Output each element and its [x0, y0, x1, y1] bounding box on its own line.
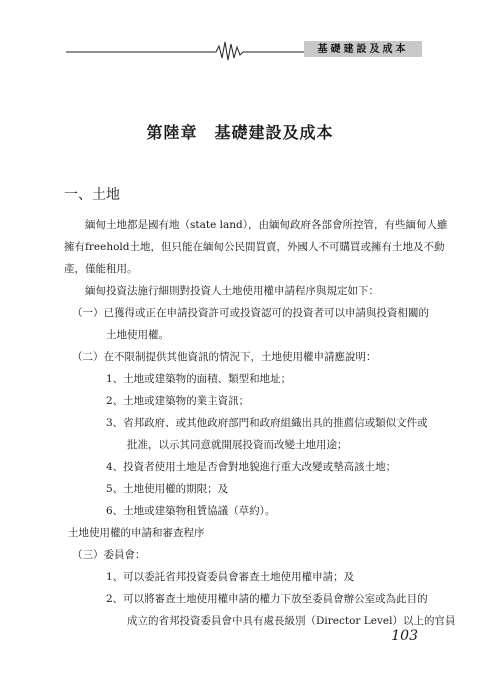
paragraph-line: 1、可以委託省邦投資委員會審查土地使用權申請；及	[106, 571, 355, 583]
paragraph-line: 土地使用權的申請和審查程序	[68, 527, 205, 539]
header-title: 基礎建設及成本	[317, 44, 409, 55]
paragraph-line: 土地使用權。	[106, 329, 169, 341]
running-header	[66, 38, 422, 64]
paragraph-line: 1、土地或建築物的面積、類型和地址；	[106, 373, 292, 385]
paragraph-line: 6、土地或建築物租賃協議（草約）。	[106, 505, 276, 517]
paragraph-line: 2、可以將審查土地使用權申請的權力下放至委員會辦公室或為此目的	[106, 593, 428, 605]
paragraph-line: 產，僅能租用。	[64, 263, 138, 275]
body-text	[64, 214, 456, 632]
paragraph-line: 2、土地或建築物的業主資訊；	[106, 395, 250, 407]
paragraph-line: （三）委員會：	[72, 549, 146, 561]
paragraph-line: 緬甸投資法施行細則對投資人土地使用權申請程序與規定如下：	[85, 285, 379, 297]
page-number: 103	[391, 628, 418, 644]
section-title: 一、土地	[64, 187, 120, 203]
paragraph-line: 成立的省邦投資委員會中具有處長級別（Director Level）以上的官員	[127, 615, 456, 627]
chapter-title: 第陸章 基礎建設及成本	[146, 123, 334, 142]
paragraph-line: 3、省邦政府、或其他政府部門和政府組織出具的推薦信或類似文件或	[106, 417, 428, 429]
paragraph-line: 4、投資者使用土地是否會對地貌進行重大改變或墊高該土地；	[106, 461, 397, 473]
paragraph-line: （二）在不限制提供其他資訊的情況下，土地使用權申請應說明：	[72, 351, 377, 363]
paragraph-line: 批准，以示其同意就開展投資而改變土地用途；	[127, 439, 348, 451]
paragraph-line: 擁有freehold土地，但只能在緬甸公民間買賣，外國人不可購買或擁有土地及不動	[64, 241, 445, 253]
paragraph-line: 緬甸土地都是國有地（state land），由緬甸政府各部會所控管，有些緬甸人雖	[85, 219, 448, 231]
paragraph-line: （一）已獲得或正在申請投資許可或投資認可的投資者可以申請與投資相關的	[72, 307, 429, 319]
paragraph-line: 5、土地使用權的期限；及	[106, 483, 229, 495]
